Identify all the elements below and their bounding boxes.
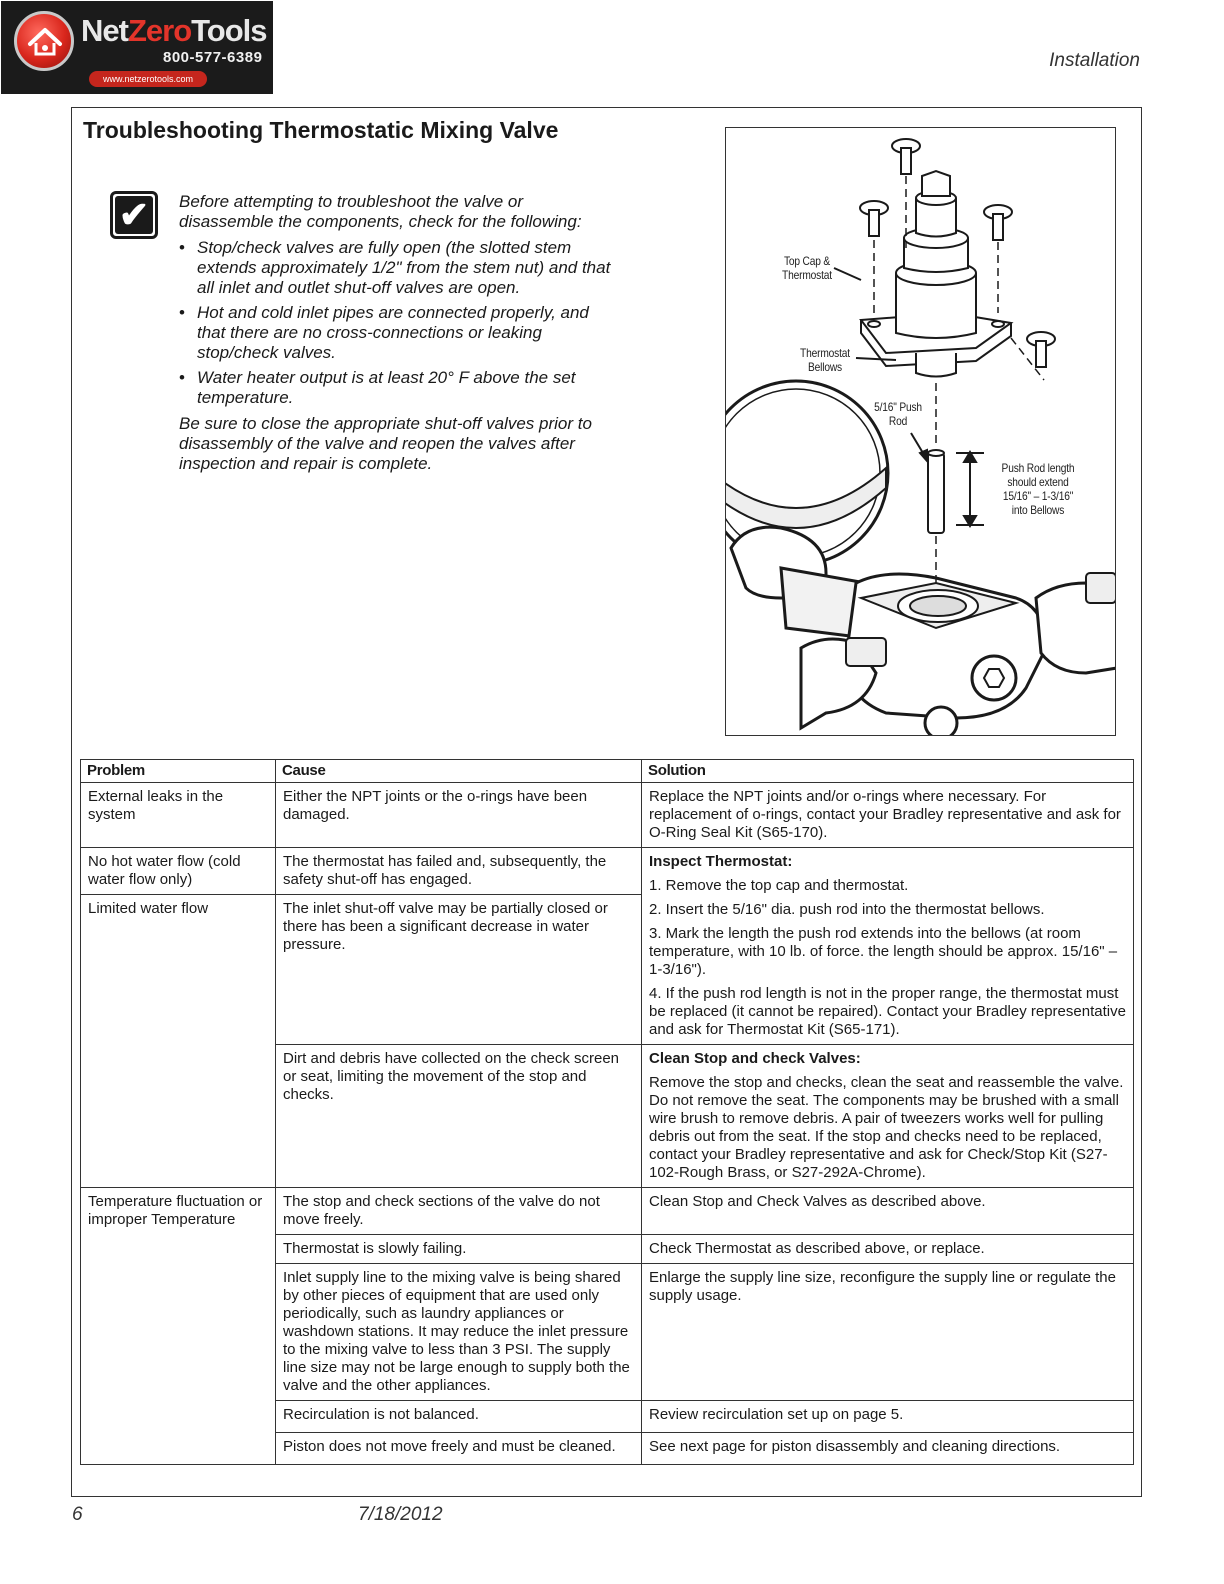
cell-cause: Piston does not move freely and must be cleaned. [276, 1433, 642, 1465]
cell-cause: The thermostat has failed and, subsequently, the safety shut-off has engaged. [276, 848, 642, 895]
cell-problem: External leaks in the system [81, 783, 276, 848]
cell-solution [642, 1045, 1134, 1188]
table-row [81, 783, 1134, 848]
valve-illustration [726, 128, 1116, 736]
cell-cause: Dirt and debris have collected on the check screen or seat, limiting the movement of the stop and checks. [276, 1045, 642, 1188]
clean-stop-text: Remove the stop and checks, clean the seat and reassemble the valve. Do not remove the seat. The components may be brushed with a small wire brush to remove debris. A pair of tweezers works well for pulling debris out from the seat. If the stop and checks need to be replaced, contact your Bradley representative and ask for Check/Stop Kit (S27-102-Rough Brass, or S27-292A-Chrome). [649, 1074, 1124, 1181]
cell-problem: No hot water flow (cold water flow only) [81, 848, 276, 895]
header-solution: Solution [642, 760, 1134, 783]
logo-phone: 800-577-6389 [163, 49, 263, 66]
note-closing: Be sure to close the appropriate shut-off valves prior to disassembly of the valve and reopen the valves after inspection and repair is complete. [179, 414, 592, 473]
note-bullet: • Stop/check valves are fully open (the slotted stem extends approximately 1/2" from the stem nut) and that all inlet and outlet shut-off valves are open. [179, 238, 619, 298]
table-row [81, 848, 1134, 895]
logo-url: www.netzerotools.com [89, 71, 207, 87]
cell-cause: Recirculation is not balanced. [276, 1401, 642, 1433]
valve-exploded-diagram [725, 127, 1116, 736]
cell-cause: Inlet supply line to the mixing valve is being shared by other pieces of equipment that are used only periodically, such as laundry appliances or washdown stations. It may reduce the inlet pressure to the mixing valve to less than 3 PSI. The supply line size may not be large enough to supply both the valve and the other appliances. [276, 1264, 642, 1401]
page-title: Troubleshooting Thermostatic Mixing Valve [83, 117, 559, 143]
cell-cause: Thermostat is slowly failing. [276, 1235, 642, 1264]
cell-solution: Enlarge the supply line size, reconfigure the supply line or regulate the supply usage. [642, 1264, 1134, 1401]
cell-solution: Check Thermostat as described above, or replace. [642, 1235, 1134, 1264]
header-cause: Cause [276, 760, 642, 783]
label-push-rod-length: Push Rod length should extend 15/16" – 1-3/16" into Bellows [1001, 461, 1075, 517]
table-row [81, 1188, 1134, 1235]
page-date: 7/18/2012 [358, 1504, 443, 1525]
cell-problem: Temperature fluctuation or improper Temperature [81, 1188, 276, 1465]
pre-check-note [179, 192, 619, 480]
section-label: Installation [1049, 50, 1140, 71]
note-bullet: • Hot and cold inlet pipes are connected properly, and that there are no cross-connections or leaking stop/check valves. [179, 303, 619, 363]
note-intro: Before attempting to troubleshoot the valve or disassemble the components, check for the following: [179, 192, 582, 231]
logo-brand-name: NetZeroTools [81, 13, 267, 48]
clean-stop-heading: Clean Stop and check Valves: [649, 1050, 861, 1067]
table-header-row [81, 760, 1134, 783]
cell-solution: Replace the NPT joints and/or o-rings where necessary. For replacement of o-rings, contact your Bradley representative and ask for O-Ring Seal Kit (S65-170). [642, 783, 1134, 848]
note-bullet: • Water heater output is at least 20° F above the set temperature. [179, 368, 619, 408]
cell-solution: Clean Stop and Check Valves as described above. [642, 1188, 1134, 1235]
inspect-step: 1. Remove the top cap and thermostat. [649, 877, 909, 894]
cell-cause: The stop and check sections of the valve do not move freely. [276, 1188, 642, 1235]
brand-logo [1, 1, 273, 94]
cell-cause: The inlet shut-off valve may be partially closed or there has been a significant decrease in water pressure. [276, 895, 642, 1045]
label-push-rod: 5/16" Push Rod [874, 400, 922, 428]
troubleshooting-table [80, 759, 1134, 1465]
header-problem: Problem [81, 760, 276, 783]
label-thermostat-bellows: Thermostat Bellows [800, 346, 850, 374]
cell-cause: Either the NPT joints or the o-rings have been damaged. [276, 783, 642, 848]
cell-solution-inspect-thermostat [642, 848, 1134, 1045]
cell-solution: See next page for piston disassembly and cleaning directions. [642, 1433, 1134, 1465]
house-icon [14, 11, 74, 71]
inspect-step: 2. Insert the 5/16" dia. push rod into the thermostat bellows. [649, 901, 1045, 918]
inspect-step: 4. If the push rod length is not in the proper range, the thermostat must be replaced (it cannot be repaired). Contact your Bradley representative and ask for Thermostat Kit (S65-171). [649, 985, 1126, 1038]
cell-solution: Review recirculation set up on page 5. [642, 1401, 1134, 1433]
inspect-step: 3. Mark the length the push rod extends into the bellows (at room temperature, with 10 lb. of force. the length should be approx. 15/16" – 1-3/16"). [649, 925, 1118, 978]
cell-problem: Limited water flow [81, 895, 276, 1188]
label-top-cap: Top Cap & Thermostat [782, 254, 832, 282]
inspect-thermostat-heading: Inspect Thermostat: [649, 853, 793, 870]
note-bullets [179, 238, 619, 408]
checkmark-icon: ✔ [110, 191, 158, 239]
page-number: 6 [72, 1504, 83, 1525]
